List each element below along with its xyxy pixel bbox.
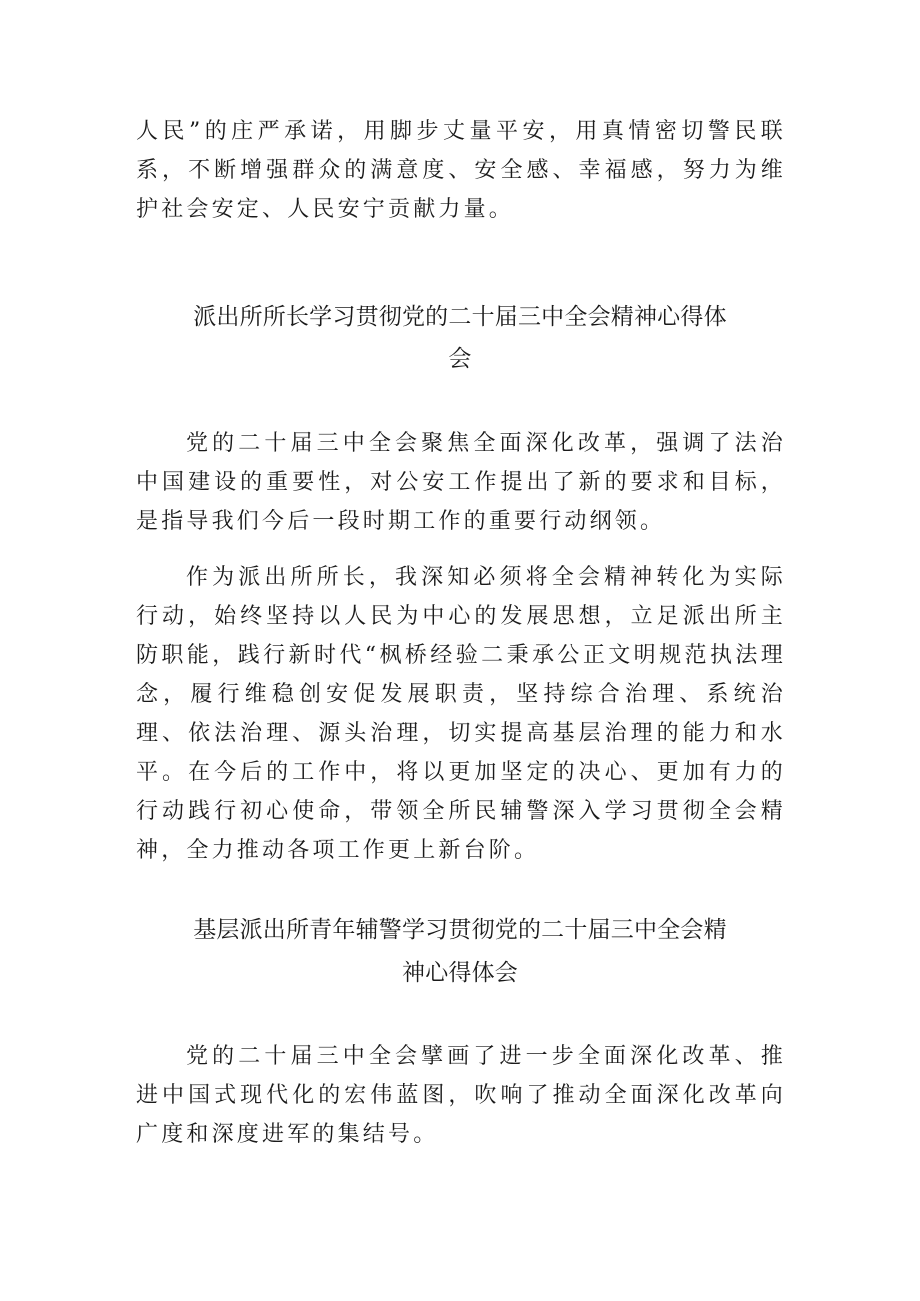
section2-paragraph-1: 党的二十届三中全会擘画了进一步全面深化改革、推进中国式现代化的宏伟蓝图，吹响了推动全面深化改革向广度和深度进军的集结号。 — [136, 1044, 786, 1147]
section1-paragraph-2: 作为派出所所长，我深知必须将全会精神转化为实际行动，始终坚持以人民为中心的发展思想，立足派出所主防职能，践行新时代“枫桥经验二秉承公正文明规范执法理念，履行维稳创安促发展职责，坚持综合治理、系统治理、依法治理、源头治理，切实提高基层治理的能力和水平。在今后的工作中，将以更加坚定的决心、更加有力的行动践行初心使命，带领全所民辅警深入学习贯彻全会精神，全力推动各项工作更上新台阶。 — [136, 565, 786, 863]
section1-paragraph-1: 党的二十届三中全会聚焦全面深化改革，强调了法治中国建设的重要性，对公安工作提出了新的要求和目标，是指导我们今后一段时期工作的重要行动纲领。 — [136, 431, 786, 534]
intro-tail-paragraph: 人民”的庄严承诺，用脚步丈量平安，用真情密切警民联系，不断增强群众的满意度、安全感、幸福感，努力为维护社会安定、人民安宁贡献力量。 — [136, 119, 786, 222]
section1-title-line2: 会 — [448, 346, 472, 372]
section2-title-line1: 基层派出所青年辅警学习贯彻党的二十届三中全会精 — [193, 917, 727, 943]
section2-title-line2: 神心得体会 — [402, 960, 518, 986]
section1-title-line1: 派出所所长学习贯彻党的二十届三中全会精神心得体 — [193, 304, 727, 330]
